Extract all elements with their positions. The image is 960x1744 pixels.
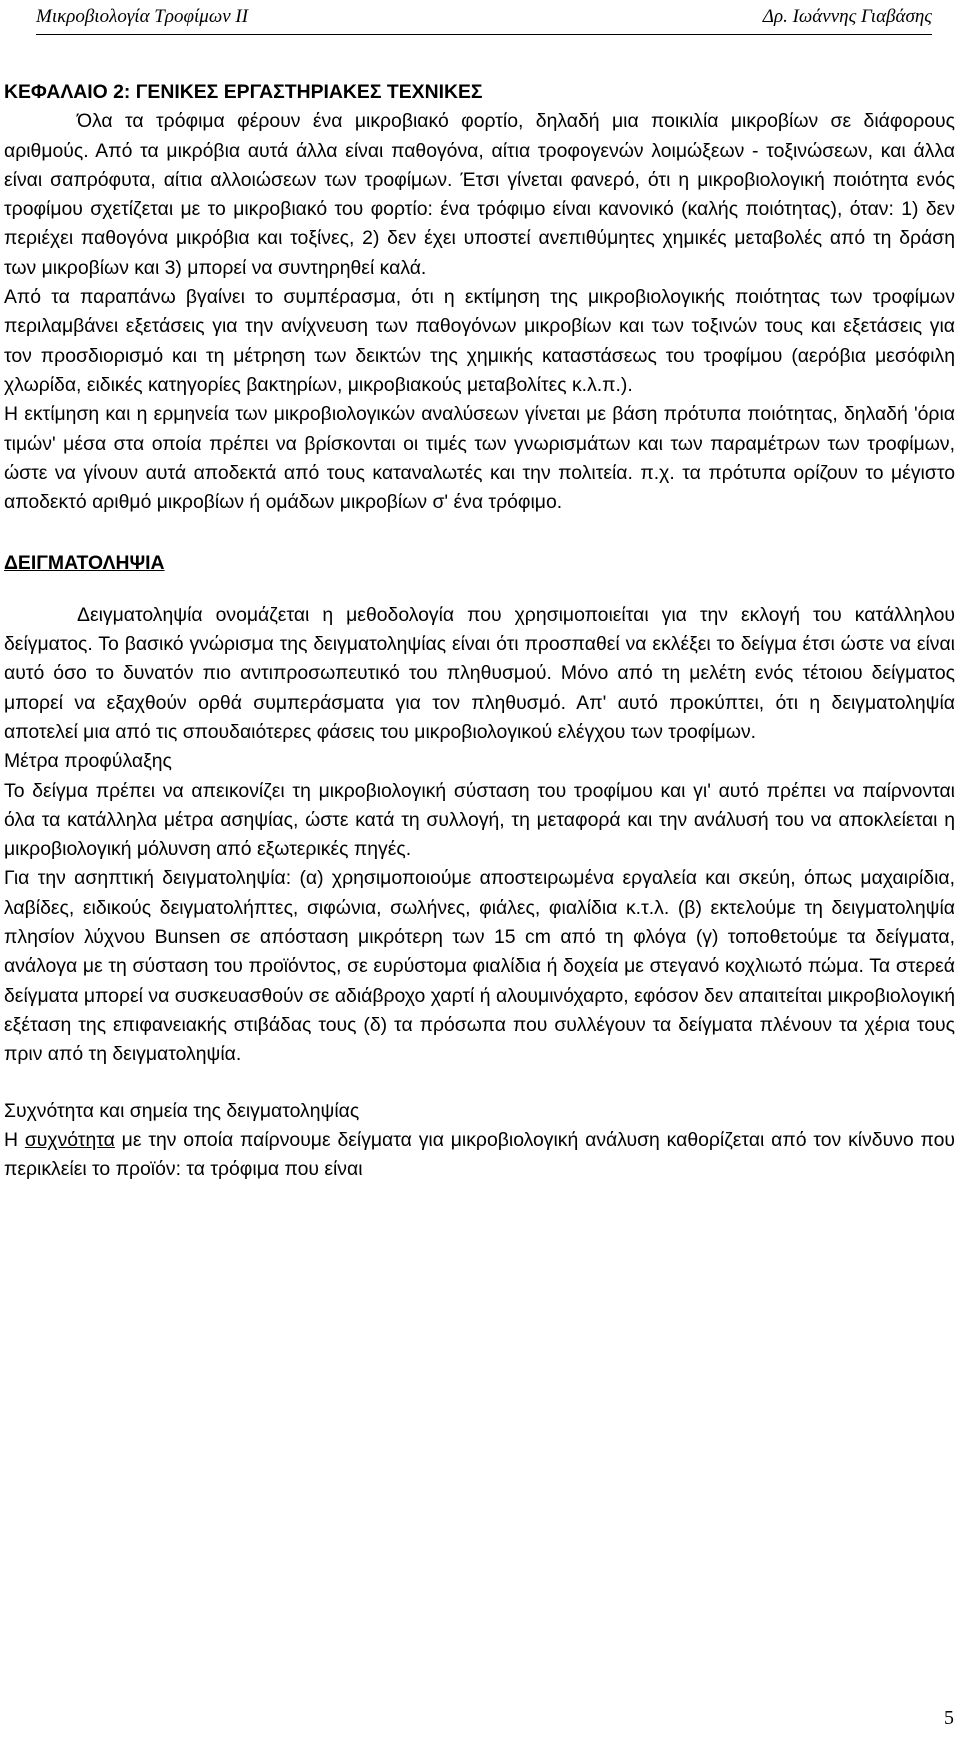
- frequency-underlined-term: συχνότητα: [24, 1128, 115, 1151]
- page-header: [36, 0, 932, 35]
- frequency-text-end: με την οποία παίρνουμε δείγματα για μικροβιολογική ανάλυση καθορίζεται από τον κίνδυνο που περικλείει το προϊόν: τα τρόφιμα που είναι: [4, 1128, 955, 1181]
- section-spacer: [4, 517, 955, 549]
- sampling-paragraph: Δειγματοληψία ονομάζεται η μεθοδολογία που χρησιμοποιείται για την εκλογή του κατάλληλου δείγματος. Το βασικό γνώρισμα της δειγματοληψίας είναι ότι προσπαθεί να εκλέξει το δείγμα έτσι ώστε να είναι αυτό όσο το δυνατόν πιο αντιπροσωπευτικό του πληθυσμού. Μόνο από τη μελέτη ενός τέτοιου δείγματος μπορεί να εξαχθούν ορθά συμπεράσματα για τον πληθυσμό. Απ' αυτό προκύπτει, ότι η δειγματοληψία αποτελεί μια από τις σπουδαιότερες φάσεις του μικροβιολογικού ελέγχου των τροφίμων.: [4, 603, 955, 743]
- header-author: Δρ. Ιωάννης Γιαβάσης: [762, 6, 932, 27]
- intro-paragraph-1: Όλα τα τρόφιμα φέρουν ένα μικροβιακό φορτίο, δηλαδή μια ποικιλία μικροβίων σε διάφορους αριθμούς. Από τα μικρόβια αυτά άλλα είναι παθογόνα, αίτια τροφογενών λοιμώξεων - τοξινώσεων, και άλλα είναι σαπρόφυτα, αίτια αλλοιώσεων των τροφίμων. Έτσι γίνεται φανερό, ότι η μικροβιολογική ποιότητα ενός τροφίμου σχετίζεται με το μικροβιακό του φορτίο: ένα τρόφιμο είναι κανονικό (καλής ποιότητας), όταν: 1) δεν περιέχει παθογόνα μικρόβια και τοξίνες, 2) δεν έχει υποστεί ανεπιθύμητες χημικές μεταβολές από τη δράση των μικροβίων και 3) μπορεί να συντηρηθεί καλά.: [4, 110, 955, 279]
- intro-paragraph-3: Η εκτίμηση και η ερμηνεία των μικροβιολογικών αναλύσεων γίνεται με βάση πρότυπα ποιότητας, δηλαδή 'όρια τιμών' μέσα στα οποία πρέπει να βρίσκονται οι τιμές των γνωρισμάτων και των παραμέτρων των τροφίμων, ώστε να γίνουν αυτά αποδεκτά από τους καταναλωτές και την πολιτεία. π.χ. τα πρότυπα ορίζουν το μέγιστο αποδεκτό αριθμό μικροβίων ή ομάδων μικροβίων σ' ένα τρόφιμο.: [4, 403, 955, 514]
- header-course-title: Μικροβιολογία Τροφίμων ΙΙ: [36, 6, 249, 27]
- precautions-paragraph-2: Για την ασηπτική δειγματοληψία: (α) χρησιμοποιούμε αποστειρωμένα εργαλεία και σκεύη, όπως μαχαιρίδια, λαβίδες, ειδικούς δειγματολήπτες, σιφώνια, σωλήνες, φιάλες, φιαλίδια κ.τ.λ. (β) εκτελούμε τη δειγματοληψία πλησίον λύχνου Bunsen σε απόσταση μικρότερη των 15 cm από τη φλόγα (γ) τοποθετούμε τα δείγματα, ανάλογα με τη σύσταση του προϊόντος, σε ευρύστομα φιαλίδια ή δοχεία με στεγανό κοχλιωτό πώμα. Τα στερεά δείγματα μπορεί να συσκευασθούν σε αδιάβροχο χαρτί ή αλουμινόχαρτο, εφόσον δεν απαιτείται μικροβιολογική εξέταση της επιφανειακής στιβάδας τους (δ) τα πρόσωπα που συλλέγουν τα δείγματα πλένουν τα χέρια τους πριν από τη δειγματοληψία.: [4, 867, 955, 1066]
- section-spacer: [4, 579, 955, 601]
- frequency-paragraph: [4, 1126, 955, 1185]
- intro-paragraph-2: Από τα παραπάνω βγαίνει το συμπέρασμα, ότι η εκτίμηση της μικροβιολογικής ποιότητας των τροφίμων περιλαμβάνει εξετάσεις για την ανίχνευση των παθογόνων μικροβίων και των τοξινών τους και εξετάσεις για τον προσδιορισμό και τη μέτρηση των δεικτών της χημικής καταστάσεως του τροφίμου (αερόβια μεσόφιλη χλωρίδα, ειδικές κατηγορίες βακτηρίων, μικροβιακούς μεταβολίτες κ.λ.π.).: [4, 286, 955, 396]
- frequency-text-start: Η: [4, 1128, 25, 1151]
- precautions-heading: Μέτρα προφύλαξης: [4, 750, 172, 773]
- sampling-heading: ΔΕΙΓΜΑΤΟΛΗΨΙΑ: [4, 552, 165, 575]
- chapter-title: ΚΕΦΑΛΑΙΟ 2: ΓΕΝΙΚΕΣ ΕΡΓΑΣΤΗΡΙΑΚΕΣ ΤΕΧΝΙΚΕΣ: [4, 81, 483, 103]
- frequency-heading: Συχνότητα και σημεία της δειγματοληψίας: [4, 1099, 360, 1122]
- section-spacer: [4, 1070, 955, 1097]
- page-number: 5: [944, 1707, 954, 1729]
- page-content: [4, 78, 955, 1184]
- precautions-paragraph-1: Το δείγμα πρέπει να απεικονίζει τη μικροβιολογική σύσταση του τροφίμου και γι' αυτό πρέπει να παίρνονται όλα τα κατάλληλα μέτρα ασηψίας, ώστε κατά τη συλλογή, τη μεταφορά και την ανάλυσή του να αποκλείεται η μικροβιολογική μόλυνση από εξωτερικές πηγές.: [4, 779, 955, 861]
